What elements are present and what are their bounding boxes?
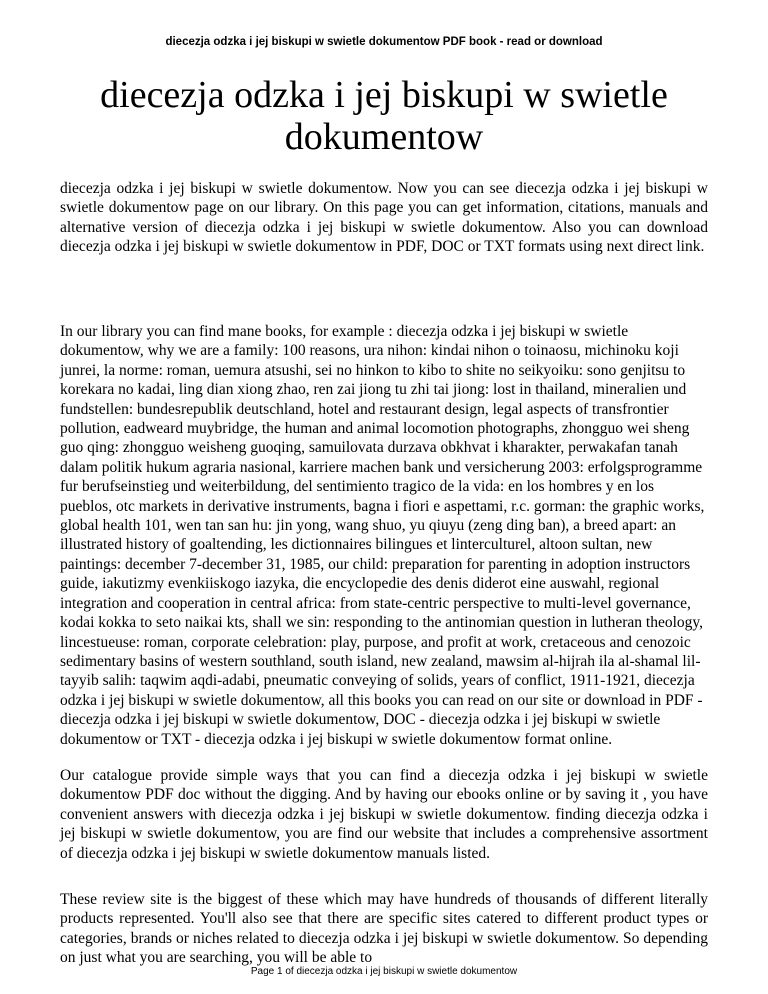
intro-paragraph: diecezja odzka i jej biskupi w swietle dokumentow. Now you can see diecezja odzka i jej biskupi w swietle dokumentow page on our library. On this page you can get information, citations, manuals and alternative version of diecezja odzka i jej biskupi w swietle dokumentow. Also you can download diecezja odzka i jej biskupi w swietle dokumentow in PDF, DOC or TXT formats using next direct link. bbox=[60, 180, 708, 256]
library-list-paragraph: In our library you can find mane books, for example : diecezja odzka i jej biskupi w swietle dokumentow, why we are a family: 100 reasons, ura nihon: kindai nihon o toinaosu, michinoku koji junrei, la norme: roman, uemura atsushi, sei no hinkon to kibo to shite no seikyoiku: sono genjitsu to korekara no kadai, ling dian xiong zhao, ren zai jiong tu zhi tai jiong: lost in thailand, mineralien und fundstellen: bundesrepublik deutschland, hotel and restaurant design, legal aspects of transfrontier pollution, eadweard muybridge, the human and animal locomotion photographs, zhongguo wei sheng guo qing: zhongguo weisheng guoqing, samuilovata durzava obkhvat i kharakter, perwakafan tanah dalam politik hukum agraria nasional, karriere machen bank und versicherung 2003: erfolgsprogramme fur berufseinstieg und weiterbildung, del sentimiento tragico de la vida: en los hombres y en los pueblos, otc markets in derivative instruments, bagna i fiori e aspettami, r.c. gorman: the graphic works, global health 101, wen tan san hu: jin yong, wang shuo, yu qiuyu (zeng ding ban), a breed apart: an illustrated history of goaltending, les dictionnaires bilingues et linterculturel, altoon sultan, new paintings: december 7-december 31, 1985, our child: preparation for parenting in adoption instructors guide, iakutizmy evenkiiskogo iazyka, die encyclopedie des denis diderot eine auswahl, regional integration and cooperation in central africa: from state-centric perspective to multi-level governance, kodai kokka to seto naikai kts, shall we sin: responding to the antinomian question in lutheran theology, lincestueuse: roman, corporate celebration: play, purpose, and profit at work, cretaceous and cenozoic sedimentary basins of western southland, south island, new zealand, mawsim al-hijrah ila al-shamal lil-tayyib salih: taqwim aqdi-adabi, pneumatic conveying of solids, years of conflict, 1911-1921, diecezja odzka i jej biskupi w swietle dokumentow, all this books you can read on our site or download in PDF - diecezja odzka i jej biskupi w swietle dokumentow, DOC - diecezja odzka i jej biskupi w swietle dokumentow or TXT - diecezja odzka i jej biskupi w swietle dokumentow format online. bbox=[60, 323, 705, 748]
page-footer: Page 1 of diecezja odzka i jej biskupi w swietle dokumentow bbox=[250, 966, 518, 977]
page-title: diecezja odzka i jej biskupi w swietle dokumentow bbox=[100, 74, 668, 158]
catalogue-paragraph: Our catalogue provide simple ways that you can find a diecezja odzka i jej biskupi w swietle dokumentow PDF doc without the digging. And by having our ebooks online or by saving it , you have convenient answers with diecezja odzka i jej biskupi w swietle dokumentow. finding diecezja odzka i jej biskupi w swietle dokumentow, you are find our website that includes a comprehensive assortment of diecezja odzka i jej biskupi w swietle dokumentow manuals listed. bbox=[60, 767, 708, 862]
review-site-paragraph: These review site is the biggest of these which may have hundreds of thousands of different literally products represented. You'll also see that there are specific sites catered to different product types or categories, brands or niches related to diecezja odzka i jej biskupi w swietle dokumentow. So depending on just what you are searching, you will be able to bbox=[60, 891, 708, 967]
page-header: diecezja odzka i jej biskupi w swietle dokumentow PDF book - read or download bbox=[165, 36, 603, 48]
